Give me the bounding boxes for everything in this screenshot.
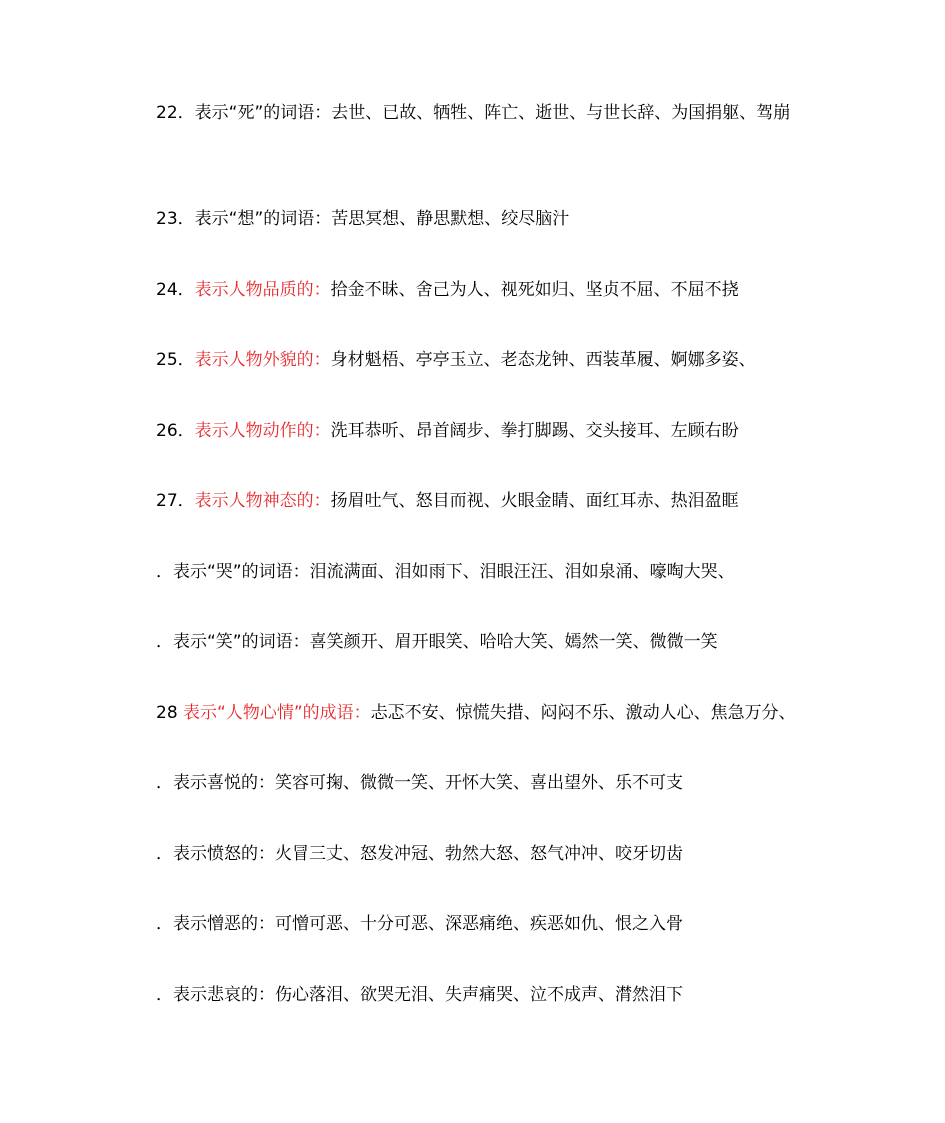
line-content: 扬眉吐气、怒目而视、火眼金睛、面红耳赤、热泪盈眶	[330, 491, 739, 511]
line-sorrow	[156, 983, 835, 1007]
line-number: 27．	[156, 491, 195, 511]
line-heading: 表示人物品质的：	[194, 280, 331, 300]
line-25-appearance	[156, 348, 835, 372]
line-content: 身材魁梧、亭亭玉立、老态龙钟、西装革履、婀娜多姿、	[330, 350, 756, 370]
line-27-expression	[156, 489, 835, 513]
line-heading: 表示人物外貌的：	[194, 350, 331, 370]
line-24-character	[156, 278, 835, 302]
line-heading: 表示人物动作的：	[194, 421, 331, 441]
line-heading: 表示人物神态的：	[194, 491, 331, 511]
line-text: ．表示“哭”的词语：泪流满面、泪如雨下、泪眼汪汪、泪如泉涌、嚎啕大哭、	[156, 562, 735, 582]
line-23-think	[156, 207, 835, 231]
line-cry	[156, 560, 835, 584]
line-number: 26．	[156, 421, 195, 441]
line-content: 忐忑不安、惊慌失措、闷闷不乐、激动人心、焦急万分、	[370, 703, 796, 723]
line-text: ．表示喜悦的：笑容可掬、微微一笑、开怀大笑、喜出望外、乐不可支	[156, 773, 683, 793]
line-26-action	[156, 419, 835, 443]
line-number: 25．	[156, 350, 195, 370]
line-heading: 表示“人物心情”的成语：	[183, 703, 371, 723]
line-text: ．表示“笑”的词语：喜笑颜开、眉开眼笑、哈哈大笑、嫣然一笑、微微一笑	[156, 632, 718, 652]
line-content: 洗耳恭听、昂首阔步、拳打脚踢、交头接耳、左顾右盼	[330, 421, 739, 441]
line-number: 24．	[156, 280, 195, 300]
line-laugh	[156, 630, 835, 654]
line-28-mood	[156, 701, 835, 725]
line-text: ．表示悲哀的：伤心落泪、欲哭无泪、失声痛哭、泣不成声、潸然泪下	[156, 985, 683, 1005]
line-joy	[156, 771, 835, 795]
line-22-death	[118, 95, 835, 132]
line-text: ．表示憎恶的：可憎可恶、十分可恶、深恶痛绝、疾恶如仇、恨之入骨	[156, 914, 683, 934]
line-anger	[156, 842, 835, 866]
line-text: 23．表示“想”的词语：苦思冥想、静思默想、绞尽脑汁	[156, 209, 570, 229]
line-text: ．表示愤怒的：火冒三丈、怒发冲冠、勃然大怒、怒气冲冲、咬牙切齿	[156, 844, 683, 864]
line-number: 28	[156, 703, 184, 723]
line-text: 22．表示“死”的词语：去世、已故、牺牲、阵亡、逝世、与世长辞、为国捐躯、驾崩	[156, 103, 791, 123]
line-hatred	[156, 912, 835, 936]
line-content: 拾金不昧、舍己为人、视死如归、坚贞不屈、不屈不挠	[330, 280, 739, 300]
